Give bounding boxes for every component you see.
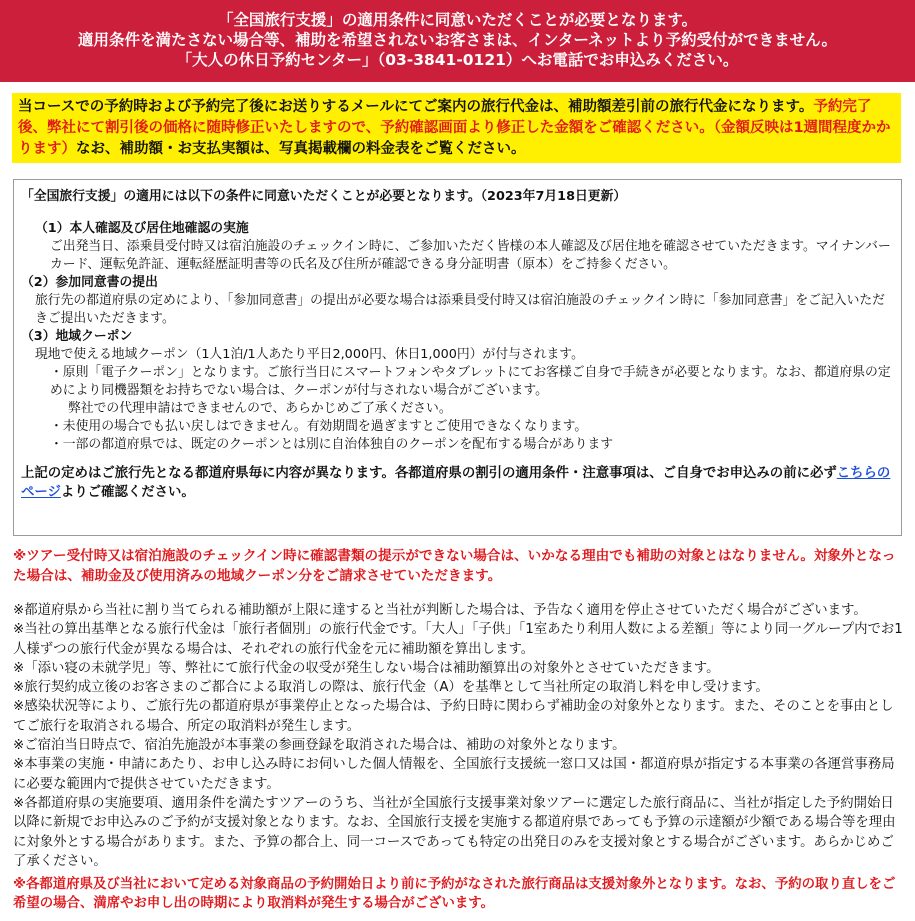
section-1-body: ご出発当日、添乗員受付時又は宿泊施設のチェックイン時に、ご参加いただく皆様の本人確認及び居住地を確認させていただきます。マイナンバーカード、運転免許証、運転経歴証明書等の氏名及び住所が確認できる身分証明書（原本）をご持参ください。 [50, 239, 891, 272]
notes-list [13, 601, 903, 871]
notice-text-red: 予約完了後、弊社にて割引後の価格に随時修正いたしますので、予約確認画面より修正した金額をご確認ください。（金額反映は1週間程度かかります） [18, 99, 891, 157]
section-3-bullet-1: ・原則「電子クーポン」となります。ご旅行当日にスマートフォンやタブレットにてお客様ご自身で手続きが必要となります。なお、都道府県の定めにより同機器類をお持ちでない場合は、クーポンが付与されない場合がございます。 [50, 365, 891, 398]
note-item: ※当社の算出基準となる旅行代金は「旅行者個別」の旅行代金です。「大人」「子供」「1室あたり利用人数による差額」等により同一グループ内でお1人様ずつの旅行代金が異なる場合は、それぞれの旅行代金を元に補助額を算出します。 [13, 622, 903, 657]
banner-line-2: 適用条件を満たさない場合等、補助を希望されないお客さまは、インターネットより予約受付ができません。 [77, 31, 838, 49]
summary-text-a: 上記の定めはご旅行先となる都道府県毎に内容が異なります。各都道府県の割引の適用条件・注意事項は、ご自身でお申込みの前に必ず [21, 466, 837, 481]
note-item: ※旅行契約成立後のお客さまのご都合による取消しの際は、旅行代金（A）を基準として当社所定の取消し料を申し受けます。 [13, 680, 769, 696]
summary-text-b: よりご確認ください。 [60, 485, 195, 500]
section-3-heading: （3）地域クーポン [21, 329, 133, 344]
note-item: ※各都道府県の実施要項、適用条件を満たすツアーのうち、当社が全国旅行支援事業対象ツアーに選定した旅行商品に、当社が指定した予約開始日以降に新規でお申込みのご予約が支援対象となります。なお、全国旅行支援を実施する都道府県であっても予算の示達額が少額である場合等を理由に対象外とする場合があります。また、予算の都合上、同一コースであっても特定の出発日のみを支援対象とする場合がございます。あらかじめご了承ください。 [13, 795, 896, 869]
section-1-heading: （1）本人確認及び居住地確認の実施 [35, 221, 249, 236]
price-notice [12, 93, 901, 163]
notice-text-b: なお、補助額・お支払実額は、写真掲載欄の料金表をご覧ください。 [76, 141, 526, 157]
section-2-body: 旅行先の都道府県の定めにより、「参加同意書」の提出が必要な場合は添乗員受付時又は宿泊施設のチェックイン時に「参加同意書」をご記入いただきご提出いただきます。 [35, 293, 885, 326]
note-item: ※感染状況等により、ご旅行先の都道府県が事業停止となった場合は、予約日時に関わらず補助金の対象外となります。また、そのことを事由としてご旅行を取消される場合、所定の取消料が発生します。 [13, 699, 894, 734]
note-item: ※ご宿泊当日時点で、宿泊先施設が本事業の参画登録を取消された場合は、補助の対象外となります。 [13, 738, 626, 754]
conditions-box [13, 179, 902, 536]
document-warning: ※ツアー受付時又は宿泊施設のチェックイン時に確認書類の提示ができない場合は、いかなる理由でも補助の対象とはなりません。対象外となった場合は、補助金及び使用済みの地域クーポン分をご請求させていただきます。 [13, 548, 896, 584]
banner-line-1: 「全国旅行支援」の適用条件に同意いただくことが必要となります。 [217, 11, 698, 29]
section-3-bullet-3: ・一部の都道府県では、既定のクーポンとは別に自治体独自のクーポンを配布する場合があります [50, 437, 614, 452]
section-3-bullet-2: ・未使用の場合でも払い戻しはできません。有効期間を過ぎますとご使用できなくなります。 [50, 419, 588, 434]
note-item: ※本事業の実施・申請にあたり、お申し込み時にお伺いした個人情報を、全国旅行支援統一窓口又は国・都道府県が指定する本事業の各運営事務局に必要な範囲内で提供させていただきます。 [13, 757, 895, 792]
note-item: ※都道府県から当社に割り当てられる補助額が上限に達すると当社が判断した場合は、予告なく適用を停止させていただく場合がございます。 [13, 603, 867, 618]
banner-line-3: 「大人の休日予約センター」（03-3841-0121）へお電話でお申込みください。 [176, 51, 739, 69]
notice-text-a: 当コースでの予約時および予約完了後にお送りするメールにてご案内の旅行代金は、補助額差引前の旅行代金になります。 [18, 99, 814, 115]
prefecture-page-link[interactable]: こちらのページ [21, 466, 891, 500]
section-3-body: 現地で使える地域クーポン（1人1泊/1人あたり平日2,000円、休日1,000円）が付与されます。 [35, 347, 584, 362]
booking-date-warning: ※各都道府県及び当社において定める対象商品の予約開始日より前に予約がなされた旅行商品は支援対象外となります。なお、予約の取り直しをご希望の場合、満席やお申し出の時期により取消料が発生する場合がございます。 [13, 877, 896, 911]
section-3-bullet-1-note: 弊社での代理申請はできませんので、あらかじめご了承ください。 [68, 401, 452, 416]
header-banner [0, 0, 915, 82]
conditions-summary [21, 464, 897, 502]
note-item: ※「添い寝の未就学児」等、弊社にて旅行代金の収受が発生しない場合は補助額算出の対象外とさせていただきます。 [13, 660, 720, 676]
conditions-title: 「全国旅行支援」の適用には以下の条件に同意いただくことが必要となります。（2023年7月18日更新） [21, 189, 627, 204]
section-2-heading: （2）参加同意書の提出 [21, 275, 158, 290]
